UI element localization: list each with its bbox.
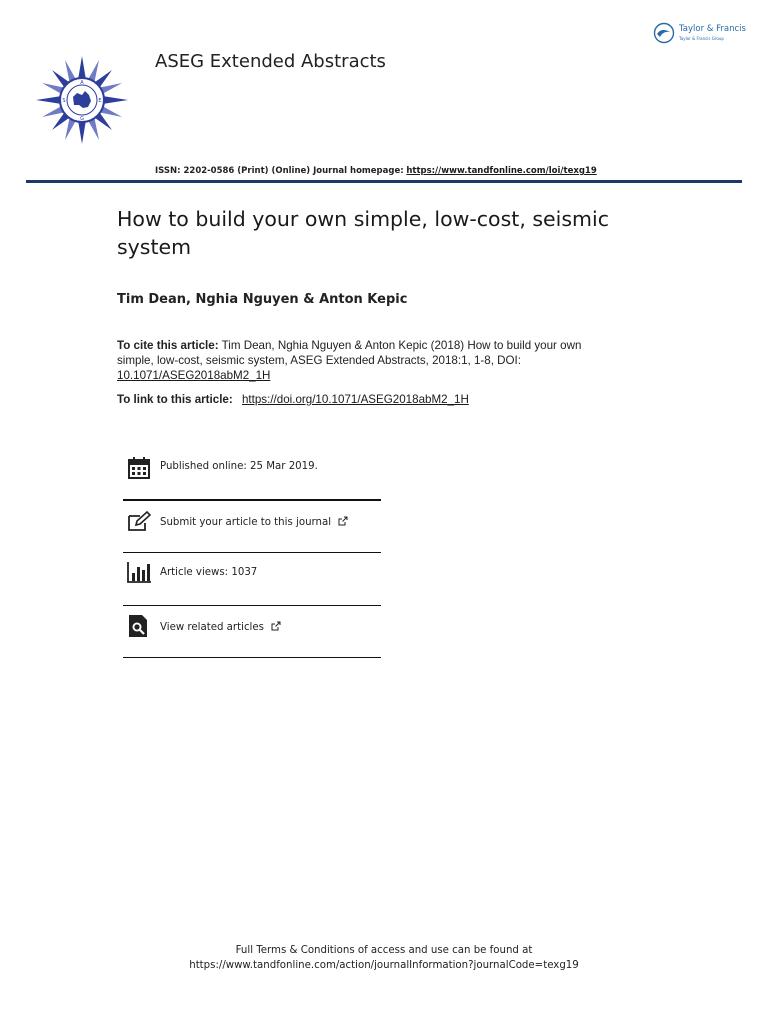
article-doi-link[interactable]: https://doi.org/10.1071/ASEG2018abM2_1H xyxy=(241,393,469,406)
edit-icon xyxy=(127,510,151,534)
article-views-text: Article views: 1037 xyxy=(160,567,258,578)
calendar-icon xyxy=(127,456,151,480)
svg-text:A: A xyxy=(80,80,84,86)
related-articles-row[interactable] xyxy=(123,614,381,666)
cite-text: Tim Dean, Nghia Nguyen & Anton Kepic (2018) How to build your own simple, low-cost, seismic system, ASEG Extended Abstracts, 2018:1, 1-8, DOI: xyxy=(117,339,582,367)
article-title: How to build your own simple, low-cost, seismic system xyxy=(117,207,609,259)
row-divider xyxy=(123,657,381,658)
footer-terms-text: Full Terms & Conditions of access and use can be found at xyxy=(235,945,533,956)
journal-title: ASEG Extended Abstracts xyxy=(155,51,386,72)
external-link-icon xyxy=(338,516,348,526)
external-link-icon xyxy=(271,621,281,631)
cite-label: To cite this article: xyxy=(117,339,219,352)
footer xyxy=(0,943,768,973)
journal-homepage-link[interactable]: https://www.tandfonline.com/loi/texg19 xyxy=(406,166,597,176)
issn-line xyxy=(155,166,597,176)
aseg-logo xyxy=(34,55,130,145)
header-divider xyxy=(26,180,742,183)
row-divider xyxy=(123,552,381,553)
row-divider xyxy=(123,499,381,501)
document-search-icon xyxy=(127,614,151,638)
svg-text:E: E xyxy=(98,98,102,104)
cite-doi-link[interactable]: 10.1071/ASEG2018abM2_1H xyxy=(117,369,271,382)
related-articles-link[interactable] xyxy=(160,621,281,633)
submit-article-row[interactable] xyxy=(123,510,381,562)
footer-terms-url[interactable]: https://www.tandfonline.com/action/journalInformation?journalCode=texg19 xyxy=(189,960,579,971)
article-authors: Tim Dean, Nghia Nguyen & Anton Kepic xyxy=(117,292,408,307)
svg-text:G: G xyxy=(80,116,84,122)
publisher-logo[interactable] xyxy=(653,22,745,46)
publisher-name: Taylor & Francis xyxy=(679,24,746,34)
article-link-block xyxy=(117,393,637,406)
related-articles-label: View related articles xyxy=(160,622,264,633)
row-divider xyxy=(123,605,381,606)
issn-label: ISSN: 2202-0586 (Print) (Online) Journal homepage: xyxy=(155,166,404,176)
published-online-text: Published online: 25 Mar 2019. xyxy=(160,461,318,472)
submit-article-link[interactable] xyxy=(160,516,348,528)
link-label: To link to this article: xyxy=(117,393,233,406)
submit-article-label: Submit your article to this journal xyxy=(160,517,332,528)
publisher-logo-icon xyxy=(653,22,675,44)
svg-text:S: S xyxy=(62,98,66,104)
citation-block xyxy=(117,338,617,383)
publisher-group: Taylor & Francis Group xyxy=(679,36,724,41)
bar-chart-icon xyxy=(127,561,151,585)
